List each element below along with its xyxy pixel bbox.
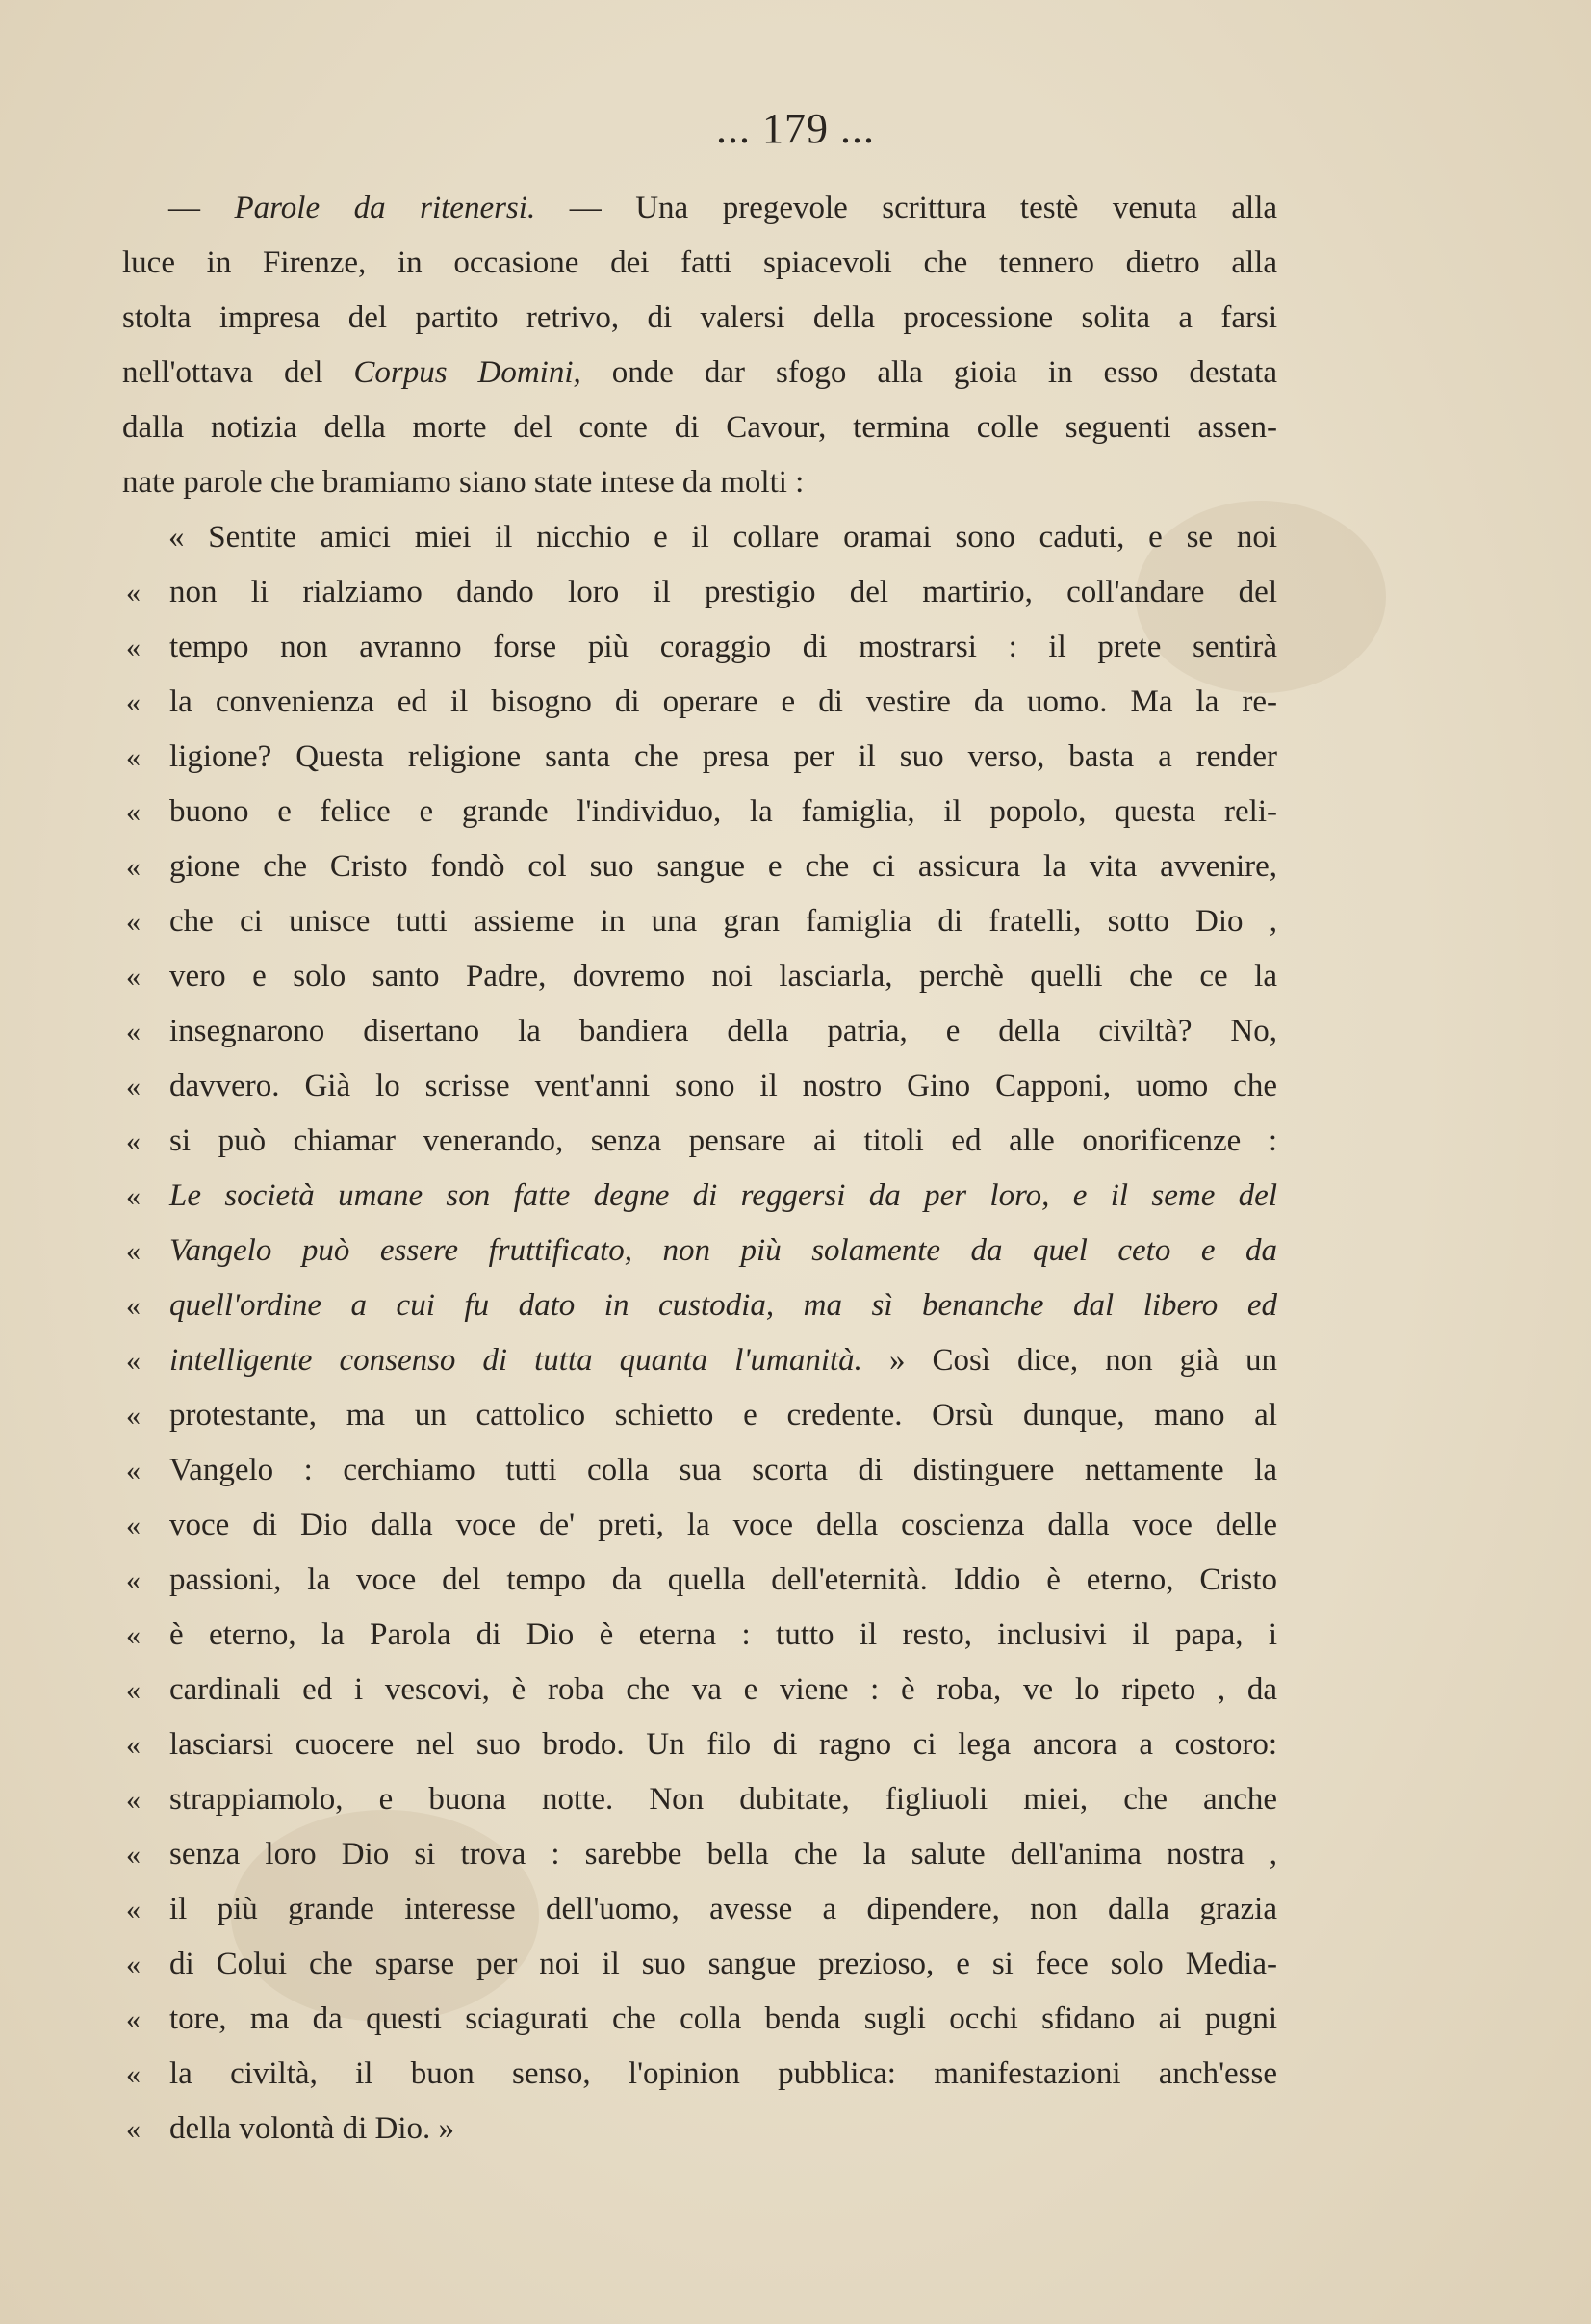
text-line <box>122 346 1277 400</box>
text-line <box>122 785 1277 839</box>
text-line <box>122 1169 1277 1224</box>
text-segment: senza loro Dio si trova : sarebbe bella che la salute dell'anima nostra , <box>169 1837 1277 1872</box>
text-line <box>122 620 1277 675</box>
text-segment: che ci unisce tutti assieme in una gran famiglia di fratelli, sotto Dio , <box>169 904 1277 939</box>
text-line <box>122 839 1277 894</box>
quote-mark: « <box>126 2058 141 2090</box>
text-segment: nate parole che bramiamo siano state intese da molti : <box>122 465 805 500</box>
text-segment: non li rialziamo dando loro il prestigio del martirio, coll'andare del <box>169 575 1277 609</box>
quote-mark: « <box>126 1235 141 1267</box>
text-line <box>122 1663 1277 1717</box>
quote-mark: « <box>126 1400 141 1432</box>
text-segment: — Una pregevole scrittura testè venuta alla <box>535 191 1278 225</box>
text-line <box>122 1937 1277 1992</box>
quote-mark: « <box>126 906 141 938</box>
text-segment: Vangelo : cerchiamo tutti colla sua scorta di distinguere nettamente la <box>169 1453 1277 1487</box>
quote-mark: « <box>126 796 141 828</box>
text-segment: vero e solo santo Padre, dovremo noi lasciarla, perchè quelli che ce la <box>169 959 1277 994</box>
quote-mark: « <box>126 1674 141 1706</box>
italic-text: Vangelo può essere fruttificato, non più solamente da quel ceto e da <box>169 1233 1277 1268</box>
text-segment: luce in Firenze, in occasione dei fatti spiacevoli che tennero dietro alla <box>122 245 1277 280</box>
quote-mark: « <box>126 2113 141 2145</box>
text-line <box>122 675 1277 730</box>
text-segment: lasciarsi cuocere nel suo brodo. Un filo di ragno ci lega ancora a costoro: <box>169 1727 1277 1762</box>
quote-mark: « <box>126 1290 141 1322</box>
text-segment: ligione? Questa religione santa che presa per il suo verso, basta a render <box>169 739 1277 774</box>
quote-mark: « <box>126 1949 141 1980</box>
text-line <box>122 2047 1277 2102</box>
quote-mark: « <box>126 1729 141 1761</box>
text-segment: la civiltà, il buon senso, l'opinion pubblica: manifestazioni anch'esse <box>169 2056 1277 2091</box>
text-segment: tempo non avranno forse più coraggio di mostrarsi : il prete sentirà <box>169 630 1277 664</box>
text-line <box>122 1992 1277 2047</box>
quote-mark: « <box>126 1071 141 1102</box>
text-segment: gione che Cristo fondò col suo sangue e che ci assicura la vita avvenire, <box>169 849 1277 884</box>
italic-text: intelligente consenso di tutta quanta l'umanità. <box>169 1343 862 1378</box>
text-line <box>122 1882 1277 1937</box>
text-segment: onde dar sfogo alla gioia in esso destata <box>580 355 1277 390</box>
quote-mark: « <box>126 1455 141 1486</box>
italic-text: quell'ordine a cui fu dato in custodia, ma sì benanche dal libero ed <box>169 1288 1277 1323</box>
quote-mark: « <box>126 1564 141 1596</box>
quote-mark: « <box>126 961 141 993</box>
quote-mark: « <box>126 1894 141 1925</box>
text-segment: voce di Dio dalla voce de' preti, la voce della coscienza dalla voce delle <box>169 1508 1277 1542</box>
text-line <box>122 455 1277 510</box>
text-segment: stolta impresa del partito retrivo, di valersi della processione solita a farsi <box>122 300 1277 335</box>
quote-mark: « <box>126 1619 141 1651</box>
quote-mark: « <box>126 1345 141 1377</box>
body-text <box>122 181 1277 2156</box>
text-segment: — <box>168 191 235 225</box>
quote-mark: « <box>126 632 141 663</box>
text-segment: della volontà di Dio. » <box>169 2111 455 2146</box>
text-line <box>122 1827 1277 1882</box>
italic-text: Parole da ritenersi. <box>234 191 536 225</box>
quote-mark: « <box>126 1180 141 1212</box>
text-segment: cardinali ed i vescovi, è roba che va e viene : è roba, ve lo ripeto , da <box>169 1672 1277 1707</box>
text-segment: » Così dice, non già un <box>861 1343 1277 1378</box>
text-line <box>122 181 1277 236</box>
text-segment: strappiamolo, e buona notte. Non dubitate, figliuoli miei, che anche <box>169 1782 1277 1817</box>
italic-text: Le società umane son fatte degne di reggersi da per loro, e il seme del <box>169 1178 1277 1213</box>
text-segment: il più grande interesse dell'uomo, avesse a dipendere, non dalla grazia <box>169 1892 1277 1926</box>
text-segment: nell'ottava del <box>122 355 354 390</box>
text-line <box>122 1114 1277 1169</box>
text-line <box>122 1333 1277 1388</box>
text-line <box>122 1278 1277 1333</box>
quote-mark: « <box>126 686 141 718</box>
text-segment: è eterno, la Parola di Dio è eterna : tutto il resto, inclusivi il papa, i <box>169 1617 1277 1652</box>
text-segment: la convenienza ed il bisogno di operare e di vestire da uomo. Ma la re- <box>169 684 1277 719</box>
text-line <box>122 894 1277 949</box>
quote-mark: « <box>126 1839 141 1871</box>
text-segment: insegnarono disertano la bandiera della patria, e della civiltà? No, <box>169 1014 1277 1048</box>
text-line <box>122 565 1277 620</box>
quote-mark: « <box>126 851 141 883</box>
text-segment: protestante, ma un cattolico schietto e credente. Orsù dunque, mano al <box>169 1398 1277 1433</box>
italic-text: Corpus Domini, <box>353 355 581 390</box>
text-line <box>122 1224 1277 1278</box>
text-line <box>122 2102 1277 2156</box>
text-segment: si può chiamar venerando, senza pensare ai titoli ed alle onorificenze : <box>169 1123 1277 1158</box>
quote-mark: « <box>126 741 141 773</box>
text-line <box>122 400 1277 455</box>
text-line <box>122 1004 1277 1059</box>
quote-mark: « <box>126 1784 141 1816</box>
text-line <box>122 1553 1277 1608</box>
text-line <box>122 1608 1277 1663</box>
text-segment: davvero. Già lo scrisse vent'anni sono il nostro Gino Capponi, uomo che <box>169 1069 1277 1103</box>
text-line <box>122 510 1277 565</box>
quote-mark: « <box>126 577 141 608</box>
text-line <box>122 1498 1277 1553</box>
text-segment: di Colui che sparse per noi il suo sangue prezioso, e si fece solo Media- <box>169 1947 1277 1981</box>
text-segment: « Sentite amici miei il nicchio e il collare oramai sono caduti, e se noi <box>168 520 1277 555</box>
text-line <box>122 291 1277 346</box>
text-line <box>122 1772 1277 1827</box>
text-segment: dalla notizia della morte del conte di Cavour, termina colle seguenti assen- <box>122 410 1277 445</box>
quote-mark: « <box>126 1016 141 1047</box>
text-line <box>122 730 1277 785</box>
text-line <box>122 1443 1277 1498</box>
text-line <box>122 1059 1277 1114</box>
page-number: ... 179 ... <box>716 105 875 152</box>
text-line <box>122 1388 1277 1443</box>
text-line <box>122 236 1277 291</box>
quote-mark: « <box>126 2003 141 2035</box>
quote-mark: « <box>126 1510 141 1541</box>
text-segment: passioni, la voce del tempo da quella dell'eternità. Iddio è eterno, Cristo <box>169 1562 1277 1597</box>
text-segment: buono e felice e grande l'individuo, la famiglia, il popolo, questa reli- <box>169 794 1277 829</box>
text-line <box>122 1717 1277 1772</box>
text-segment: tore, ma da questi sciagurati che colla benda sugli occhi sfidano ai pugni <box>169 2001 1277 2036</box>
quote-mark: « <box>126 1125 141 1157</box>
text-line <box>122 949 1277 1004</box>
